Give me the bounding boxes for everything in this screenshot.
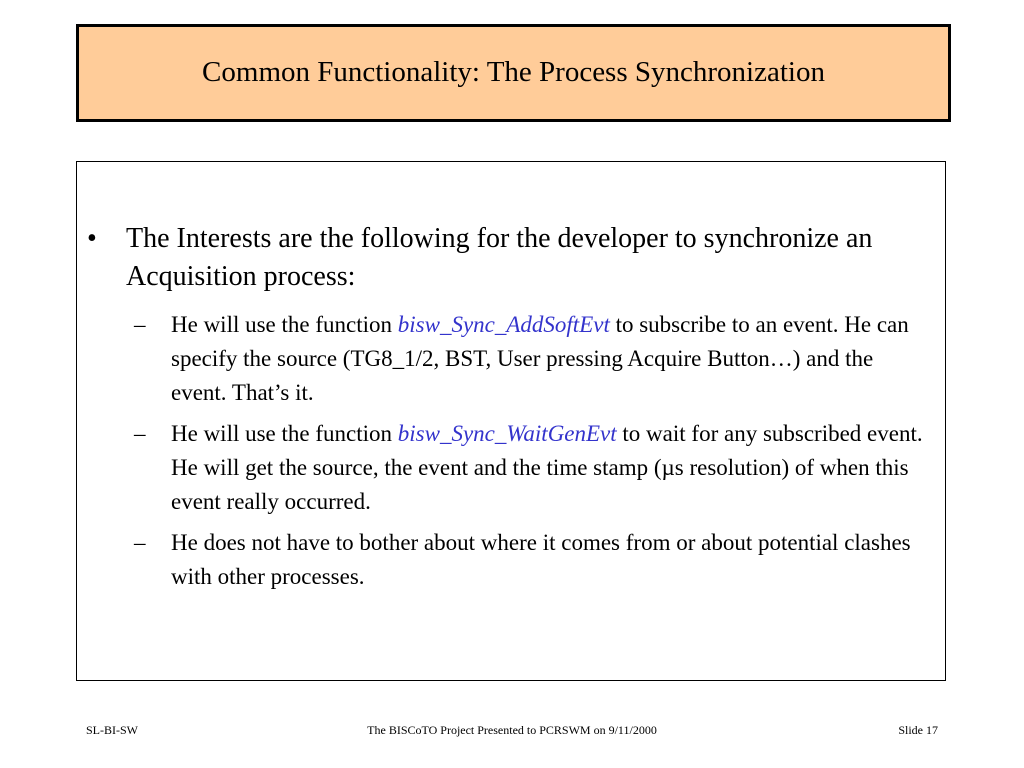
sub-bullet-item <box>134 417 934 519</box>
sub-bullet-text <box>171 417 934 519</box>
main-bullet-text: The Interests are the following for the developer to synchronize an Acquisition process: <box>126 223 873 292</box>
sub-bullet-list <box>134 308 934 601</box>
slide-title-box <box>76 24 951 122</box>
dash-marker: – <box>134 312 146 337</box>
function-name: bisw_Sync_WaitGenEvt <box>397 421 617 446</box>
dash-marker: – <box>134 530 146 555</box>
sub-bullet-text <box>171 526 934 594</box>
sub-bullet-text-before: He will use the function <box>171 421 398 446</box>
function-name: bisw_Sync_AddSoftEvt <box>397 312 610 337</box>
sub-bullet-text-before: He does not have to bother about where it comes from or about potential clashes with other processes. <box>171 530 911 589</box>
sub-bullet-text-after: to subscribe to an event. He can specify the source (TG8_1/2, BST, User pressing Acquire Button…) and the event. That’s it. <box>171 312 909 405</box>
dash-marker: – <box>134 421 146 446</box>
footer-slide-number: Slide 17 <box>898 723 938 737</box>
sub-bullet-text-before: He will use the function <box>171 312 398 337</box>
footer-center: The BISCoTO Project Presented to PCRSWM on 9/11/2000 <box>367 723 657 737</box>
footer-left: SL-BI-SW <box>86 723 138 737</box>
slide-title: Common Functionality: The Process Synchronization <box>202 56 825 89</box>
sub-bullet-text-after: to wait for any subscribed event. He will get the source, the event and the time stamp (µs resolution) of when this event really occurred. <box>171 421 923 514</box>
bullet-marker: • <box>87 223 97 254</box>
sub-bullet-item <box>134 526 934 594</box>
sub-bullet-item <box>134 308 934 410</box>
sub-bullet-text <box>171 308 934 410</box>
content-box <box>76 161 946 681</box>
main-bullet <box>87 220 927 296</box>
